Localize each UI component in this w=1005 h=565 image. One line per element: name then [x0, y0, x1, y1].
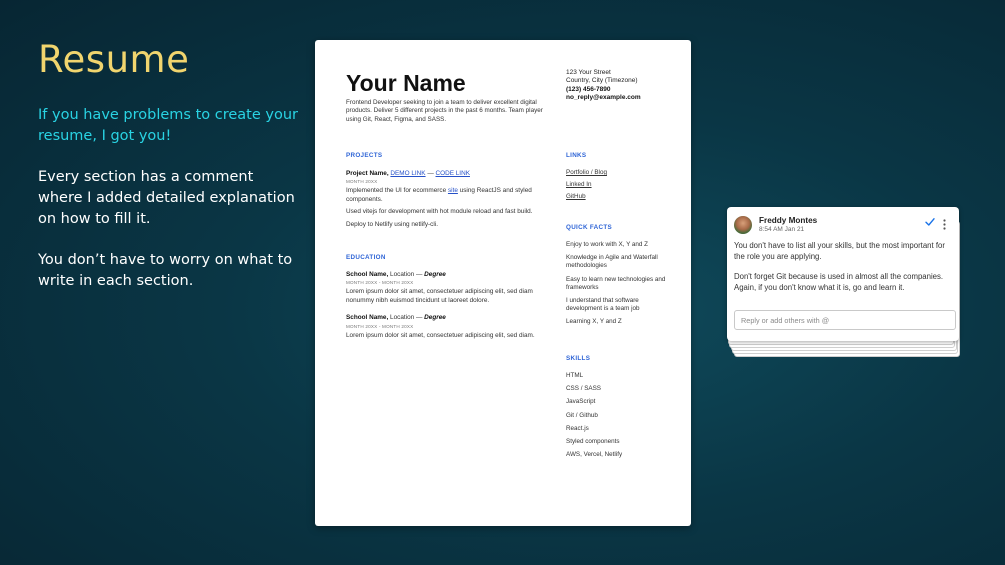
resume-summary: Frontend Developer seeking to join a team to deliver excellent digital products. Deliver 5 different projects in the past 6 months. Team player using Git, React, Figma, and SASS. [346, 99, 543, 123]
resolve-check-icon[interactable] [925, 217, 935, 227]
slide-intro: If you have problems to create your resume, I got you! [38, 107, 298, 144]
quick-fact: Knowledge in Agile and Waterfall methodologies [566, 254, 658, 270]
project-title [346, 170, 551, 178]
comment-timestamp: 8:54 AM Jan 21 [759, 226, 805, 233]
quick-facts-section [566, 224, 666, 327]
project-desc-2: Used vitejs for development with hot module reload and fast build. [346, 208, 533, 216]
quick-facts-heading: QUICK FACTS [566, 224, 612, 231]
demo-link[interactable]: DEMO LINK [390, 170, 426, 177]
education-section [346, 254, 551, 340]
project-site-link[interactable]: site [447, 187, 458, 195]
links-heading: LINKS [566, 152, 587, 159]
address-city: Country, City (Timezone) [566, 77, 638, 85]
skill-item: AWS, Vercel, Netlify [566, 451, 623, 459]
resume-document [315, 40, 691, 526]
skill-item: React.js [566, 424, 589, 432]
education-heading: EDUCATION [346, 254, 386, 261]
school-degree: Degree [424, 314, 446, 322]
project-dash: — [427, 170, 434, 177]
comment-paragraph-1: You don't have to list all your skills, but the most important for the role you are applying. [734, 241, 945, 261]
quick-fact: Learning X, Y and Z [566, 318, 622, 326]
projects-section [346, 152, 551, 229]
slide-title: Resume [38, 38, 190, 81]
code-link[interactable]: CODE LINK [435, 170, 470, 177]
slide-paragraph-1: Every section has a comment where I added detailed explanation on how to fill it. [38, 169, 295, 227]
school-name: School Name, [346, 314, 389, 322]
address-phone: (123) 456-7890 [566, 85, 611, 93]
skill-item: Styled components [566, 438, 620, 446]
project-desc-3: Deploy to Netlify using netlify-cli. [346, 220, 438, 228]
links-section [566, 152, 666, 202]
quick-fact: I understand that software development is a team job [566, 297, 640, 313]
skills-section [566, 355, 666, 459]
education-entry-2 [346, 314, 551, 340]
slide-text [38, 38, 298, 292]
education-entry-2-title [346, 314, 551, 322]
education-entry-1-title [346, 271, 551, 279]
project-desc-1-pre: Implemented the UI for ecommerce [346, 187, 447, 195]
skill-item: JavaScript [566, 398, 596, 406]
education-dates: MONTH 20XX - MONTH 20XX [346, 323, 414, 329]
comment-author: Freddy Montes [759, 216, 818, 225]
skill-item: CSS / SASS [566, 385, 601, 393]
address-email: no_reply@example.com [566, 93, 641, 101]
comment-thread [727, 207, 959, 357]
more-options-icon[interactable] [943, 219, 946, 230]
quick-fact: Easy to learn new technologies and frameworks [566, 275, 666, 291]
comment-paragraph-2: Don't forget Git because is used in almost all the companies. Again, if you don't know what it is, go and learn it. [734, 272, 944, 292]
quick-fact: Enjoy to work with X, Y and Z [566, 241, 649, 248]
resume-name: Your Name [346, 70, 466, 96]
project-desc-1-post: using ReactJS and styled components. [346, 187, 532, 203]
avatar [734, 216, 752, 234]
comment-body [734, 241, 954, 293]
address-street: 123 Your Street [566, 69, 611, 76]
slide-paragraph-2: You don’t have to worry on what to write in each section. [38, 252, 293, 289]
skill-item: HTML [566, 372, 584, 379]
education-desc: Lorem ipsum dolor sit amet, consectetuer adipiscing elit, sed diam. [346, 331, 535, 339]
education-dates: MONTH 20XX - MONTH 20XX [346, 280, 414, 286]
skill-item: Git / Github [566, 411, 598, 419]
link-linkedin[interactable]: Linked In [566, 181, 592, 189]
education-entry-1 [346, 271, 551, 305]
resume-address [566, 69, 641, 102]
school-name: School Name, [346, 271, 389, 278]
education-desc: Lorem ipsum dolor sit amet, consectetuer adipiscing elit, sed diam nonummy nibh euismod tincidunt ut laoreet dolore. [346, 288, 533, 304]
project-desc-1 [346, 187, 551, 204]
school-location: Location — [390, 271, 423, 278]
project-date: MONTH 20XX [346, 179, 378, 185]
school-degree: Degree [424, 271, 446, 278]
reply-input[interactable] [734, 310, 956, 330]
school-location: Location — [390, 314, 423, 322]
link-github[interactable]: GitHub [566, 193, 586, 201]
skills-heading: SKILLS [566, 355, 591, 362]
comment-card[interactable] [727, 207, 959, 341]
project-name: Project Name, [346, 170, 389, 177]
link-portfolio[interactable]: Portfolio / Blog [566, 169, 607, 176]
projects-heading: PROJECTS [346, 152, 383, 159]
